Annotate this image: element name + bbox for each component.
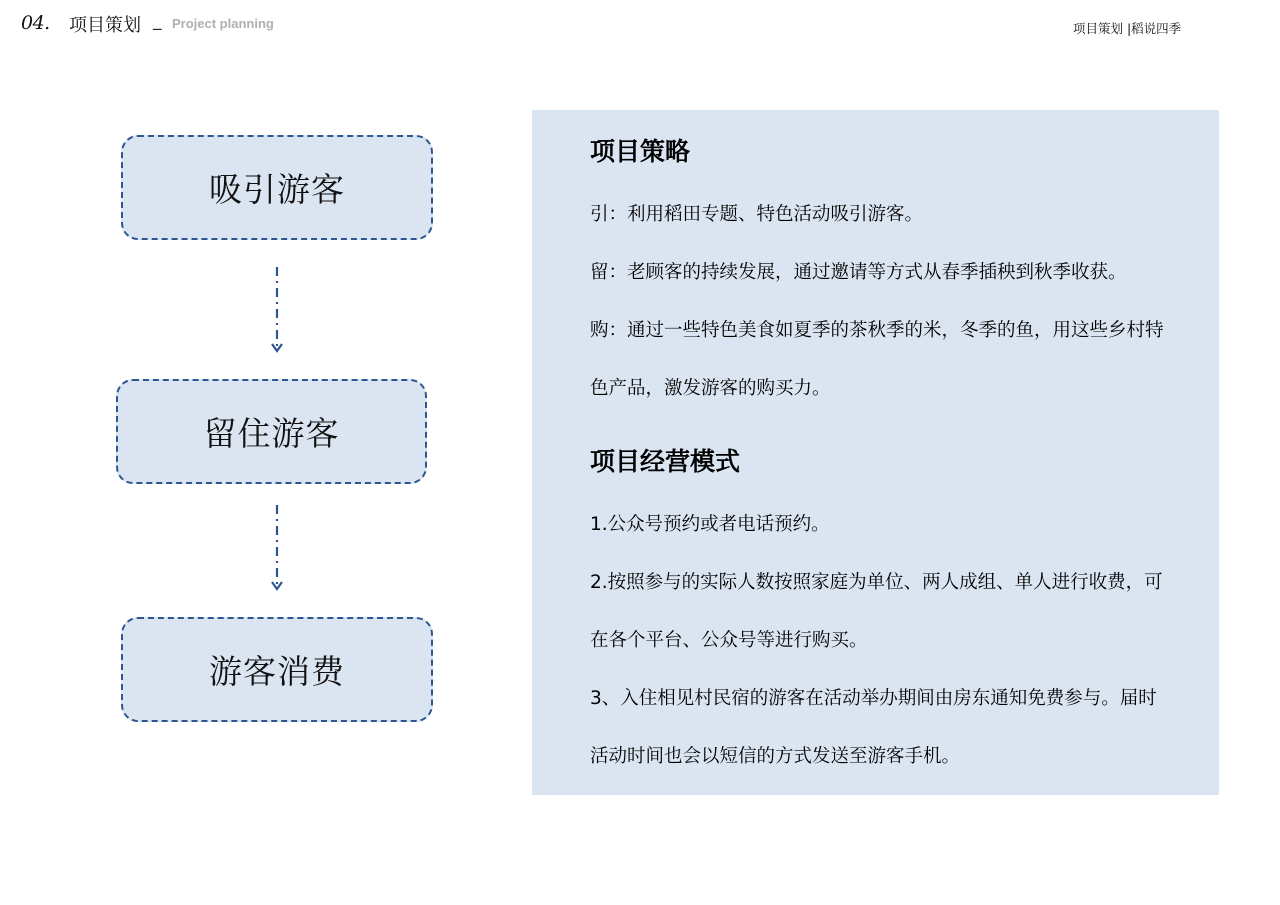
flow-arrow-down-icon xyxy=(270,503,284,595)
page-title: 项目策划 xyxy=(69,15,141,36)
strategy-line: 购：通过一些特色美食如夏季的茶秋季的米，冬季的鱼，用这些乡村特 xyxy=(590,320,1164,341)
business-model-line: 1.公众号预约或者电话预约。 xyxy=(590,514,830,535)
strategy-line: 引：利用稻田专题、特色活动吸引游客。 xyxy=(590,204,924,225)
header-right-label: 项目策划 |稻说四季 xyxy=(1073,21,1182,36)
flow-step-attract: 吸引游客 xyxy=(121,135,433,240)
title-separator: _ xyxy=(153,11,162,31)
strategy-line: 色产品，激发游客的购买力。 xyxy=(590,378,831,399)
section-number: 04. xyxy=(21,12,50,34)
business-model-line: 3、入住相见村民宿的游客在活动举办期间由房东通知免费参与。届时 xyxy=(590,688,1157,709)
flow-arrow-down-icon xyxy=(270,265,284,357)
flow-step-consume: 游客消费 xyxy=(121,617,433,722)
business-model-heading: 项目经营模式 xyxy=(590,447,741,476)
flow-step-retain: 留住游客 xyxy=(116,379,427,484)
business-model-line: 2.按照参与的实际人数按照家庭为单位、两人成组、单人进行收费，可 xyxy=(590,572,1163,593)
strategy-heading: 项目策略 xyxy=(590,137,691,166)
strategy-line: 留：老顾客的持续发展，通过邀请等方式从春季插秧到秋季收获。 xyxy=(590,262,1127,283)
page-subtitle: Project planning xyxy=(172,16,274,31)
info-panel xyxy=(532,110,1219,795)
business-model-line: 在各个平台、公众号等进行购买。 xyxy=(590,630,868,651)
business-model-line: 活动时间也会以短信的方式发送至游客手机。 xyxy=(590,746,961,767)
